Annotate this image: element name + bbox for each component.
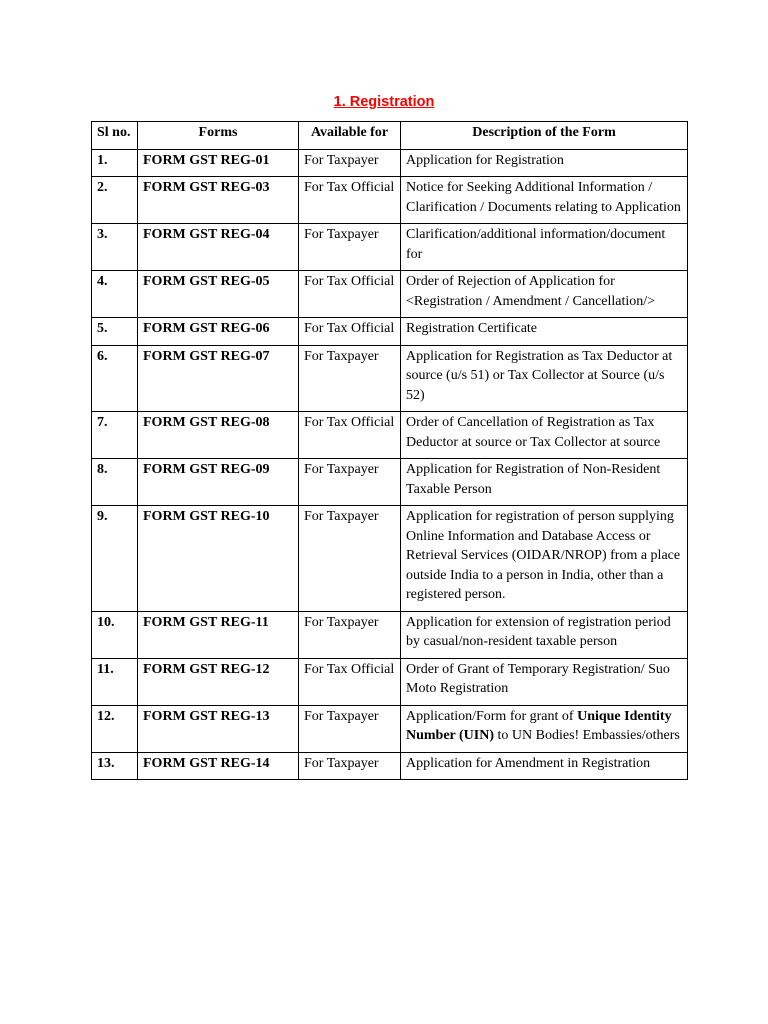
description-text: Application/Form for grant of — [406, 708, 578, 724]
row-sl-no: 6. — [92, 345, 138, 412]
row-available-for: For Tax Official — [299, 318, 401, 346]
table-row — [92, 224, 688, 271]
row-available-for: For Taxpayer — [299, 459, 401, 506]
description-text: to UN Bodies! Embassies/others — [494, 728, 680, 743]
row-available-for: For Tax Official — [299, 271, 401, 318]
row-available-for: For Taxpayer — [299, 611, 401, 658]
header-forms: Forms — [138, 122, 299, 150]
header-sl-no: Sl no. — [92, 122, 138, 150]
row-form-name: FORM GST REG-06 — [138, 318, 299, 346]
row-sl-no: 11. — [92, 658, 138, 705]
header-description: Description of the Form — [401, 122, 688, 150]
row-form-name: FORM GST REG-09 — [138, 459, 299, 506]
row-available-for: For Taxpayer — [299, 506, 401, 612]
table-row — [92, 271, 688, 318]
row-form-name: FORM GST REG-12 — [138, 658, 299, 705]
row-description — [401, 705, 688, 752]
row-description: Application for registration of person supplying Online Information and Database Access or Retrieval Services (OIDAR/NROP) from a place outside India to a person in India, other than a registered person. — [401, 506, 688, 612]
table-row — [92, 506, 688, 612]
table-row — [92, 318, 688, 346]
row-description: Order of Rejection of Application for <Registration / Amendment / Cancellation/> — [401, 271, 688, 318]
table-row — [92, 345, 688, 412]
row-sl-no: 9. — [92, 506, 138, 612]
row-form-name: FORM GST REG-03 — [138, 177, 299, 224]
page-title: 1. Registration — [333, 94, 435, 110]
registration-forms-table — [91, 121, 688, 780]
row-sl-no: 10. — [92, 611, 138, 658]
row-sl-no: 2. — [92, 177, 138, 224]
row-description: Application for Amendment in Registration — [401, 752, 688, 780]
row-available-for: For Taxpayer — [299, 705, 401, 752]
row-sl-no: 3. — [92, 224, 138, 271]
row-description: Registration Certificate — [401, 318, 688, 346]
row-sl-no: 5. — [92, 318, 138, 346]
row-description: Notice for Seeking Additional Information / Clarification / Documents relating to Application — [401, 177, 688, 224]
row-form-name: FORM GST REG-10 — [138, 506, 299, 612]
row-form-name: FORM GST REG-11 — [138, 611, 299, 658]
table-row — [92, 149, 688, 177]
row-description: Order of Cancellation of Registration as Tax Deductor at source or Tax Collector at source — [401, 412, 688, 459]
row-sl-no: 7. — [92, 412, 138, 459]
table-row — [92, 658, 688, 705]
table-header-row — [92, 122, 688, 150]
row-available-for: For Tax Official — [299, 177, 401, 224]
row-available-for: For Tax Official — [299, 658, 401, 705]
description-bold-text: Unique Identity Number (UIN) — [406, 708, 672, 743]
row-description: Application for Registration of Non-Resident Taxable Person — [401, 459, 688, 506]
row-description: Clarification/additional information/document for — [401, 224, 688, 271]
table-row — [92, 752, 688, 780]
table-row — [92, 705, 688, 752]
header-available-for: Available for — [299, 122, 401, 150]
row-available-for: For Taxpayer — [299, 224, 401, 271]
table-row — [92, 412, 688, 459]
row-available-for: For Taxpayer — [299, 752, 401, 780]
row-sl-no: 13. — [92, 752, 138, 780]
table-row — [92, 459, 688, 506]
row-form-name: FORM GST REG-14 — [138, 752, 299, 780]
row-description: Order of Grant of Temporary Registration/ Suo Moto Registration — [401, 658, 688, 705]
table-row — [92, 611, 688, 658]
row-available-for: For Taxpayer — [299, 345, 401, 412]
row-sl-no: 4. — [92, 271, 138, 318]
row-available-for: For Taxpayer — [299, 149, 401, 177]
table-row — [92, 177, 688, 224]
row-sl-no: 8. — [92, 459, 138, 506]
row-form-name: FORM GST REG-08 — [138, 412, 299, 459]
row-sl-no: 1. — [92, 149, 138, 177]
row-description: Application for Registration — [401, 149, 688, 177]
row-form-name: FORM GST REG-07 — [138, 345, 299, 412]
row-sl-no: 12. — [92, 705, 138, 752]
row-form-name: FORM GST REG-01 — [138, 149, 299, 177]
row-available-for: For Tax Official — [299, 412, 401, 459]
row-description: Application for extension of registration period by casual/non-resident taxable person — [401, 611, 688, 658]
row-form-name: FORM GST REG-04 — [138, 224, 299, 271]
row-description: Application for Registration as Tax Deductor at source (u/s 51) or Tax Collector at Source (u/s 52) — [401, 345, 688, 412]
row-form-name: FORM GST REG-13 — [138, 705, 299, 752]
row-form-name: FORM GST REG-05 — [138, 271, 299, 318]
